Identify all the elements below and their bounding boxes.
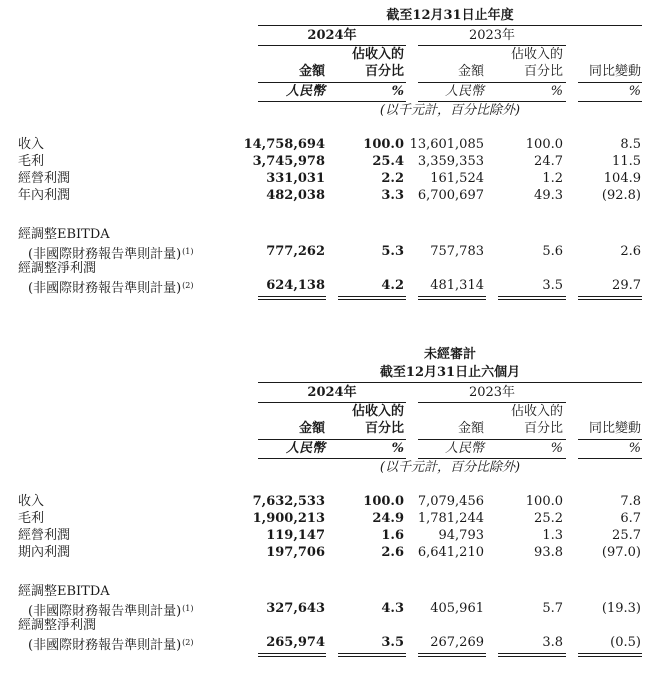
cur-amount-double-rule (258, 653, 326, 657)
cur-header-rule (258, 82, 406, 83)
row-cur-pct: 2.6 (381, 545, 404, 560)
row-cur-pct: 2.2 (381, 171, 404, 186)
pri-unit-rule (418, 101, 566, 102)
row-pri-amount: 94,793 (438, 528, 484, 543)
adjusted-cur-amount: 327,643 (266, 601, 325, 616)
yoy-double-rule (578, 296, 642, 300)
year-current-header: 2024年 (307, 28, 357, 43)
yoy-unit-pct: % (628, 84, 641, 99)
row-cur-pct: 3.3 (381, 188, 404, 203)
pri-pct-header-line1: 佔收入的 (510, 404, 563, 419)
pri-pct-header-line1: 佔收入的 (510, 47, 563, 62)
row-cur-amount: 119,147 (266, 528, 325, 543)
row-pri-pct: 93.8 (534, 545, 563, 560)
cur-pct-double-rule (338, 296, 406, 300)
row-pri-pct: 25.2 (534, 511, 563, 526)
units-note: (以千元計，百分比除外) (379, 460, 521, 475)
row-cur-pct: 25.4 (372, 154, 404, 169)
row-yoy: (92.8) (601, 188, 641, 203)
cur-pct-header-line2: 百分比 (364, 64, 404, 79)
row-cur-pct: 24.9 (372, 511, 404, 526)
cur-pct-header-line2: 百分比 (364, 421, 404, 436)
cur-unit-pct: % (391, 441, 404, 456)
row-yoy: 11.5 (612, 154, 641, 169)
adjusted-yoy: (19.3) (601, 601, 641, 616)
year-prior-header: 2023年 (468, 28, 516, 43)
row-pri-amount: 6,700,697 (417, 188, 484, 203)
cur-unit-rule (258, 101, 406, 102)
row-pri-amount: 3,359,353 (417, 154, 484, 169)
yoy-header: 同比變動 (588, 421, 641, 436)
cur-unit-rmb: 人民幣 (285, 441, 325, 456)
row-pri-amount: 7,079,456 (417, 494, 484, 509)
yoy-double-rule (578, 653, 642, 657)
adjusted-sublabel-text: (非國際財務報告準則計量) (28, 247, 182, 262)
adjusted-label: 經調整淨利潤 (18, 261, 97, 276)
adjusted-sublabel-text: (非國際財務報告準則計量) (28, 281, 182, 296)
row-label: 期內利潤 (18, 545, 71, 560)
cur-pct-double-rule (338, 653, 406, 657)
footnote-marker: (1) (182, 247, 194, 256)
adjusted-pri-amount: 481,314 (430, 278, 484, 293)
adjusted-sublabel-text: (非國際財務報告準則計量) (28, 638, 182, 653)
adjusted-label: 經調整EBITDA (18, 227, 110, 242)
cur-amount-double-rule (258, 296, 326, 300)
row-label: 經營利潤 (18, 528, 71, 543)
pri-pct-double-rule (498, 296, 566, 300)
cur-unit-rule (258, 458, 406, 459)
row-pri-pct: 1.3 (542, 528, 563, 543)
row-cur-amount: 7,632,533 (252, 494, 325, 509)
audit-header: 未經審計 (423, 347, 476, 362)
row-cur-amount: 1,900,213 (252, 511, 325, 526)
year-current-rule (258, 45, 406, 46)
pri-unit-pct: % (550, 84, 563, 99)
yoy-unit-pct: % (628, 441, 641, 456)
row-label: 毛利 (18, 511, 45, 526)
row-pri-amount: 6,641,210 (417, 545, 484, 560)
row-yoy: 8.5 (620, 137, 641, 152)
adjusted-pri-pct: 3.8 (542, 635, 563, 650)
row-yoy: 6.7 (620, 511, 641, 526)
cur-unit-pct: % (391, 84, 404, 99)
row-cur-pct: 1.6 (381, 528, 404, 543)
row-cur-pct: 100.0 (363, 494, 404, 509)
adjusted-cur-pct: 5.3 (381, 244, 404, 259)
pri-unit-rmb: 人民幣 (444, 84, 484, 99)
adjusted-label: 經調整EBITDA (18, 584, 110, 599)
row-label: 收入 (18, 494, 45, 509)
cur-pct-header-line1: 佔收入的 (351, 47, 404, 62)
period-header: 截至12月31日止六個月 (379, 365, 521, 380)
year-current-rule (258, 402, 406, 403)
pri-amount-double-rule (418, 296, 486, 300)
yoy-unit-rule (578, 101, 642, 102)
pri-unit-rmb: 人民幣 (444, 441, 484, 456)
adjusted-pri-amount: 405,961 (430, 601, 484, 616)
row-yoy: 104.9 (603, 171, 641, 186)
adjusted-cur-amount: 624,138 (266, 278, 325, 293)
row-label: 年內利潤 (18, 188, 71, 203)
adjusted-cur-amount: 777,262 (266, 244, 325, 259)
adjusted-pri-pct: 3.5 (542, 278, 563, 293)
row-yoy: (97.0) (601, 545, 641, 560)
adjusted-cur-amount: 265,974 (266, 635, 325, 650)
adjusted-label: 經調整淨利潤 (18, 618, 97, 633)
cur-header-rule (258, 439, 406, 440)
adjusted-pri-amount: 267,269 (430, 635, 484, 650)
row-pri-pct: 24.7 (534, 154, 563, 169)
year-prior-rule (418, 45, 566, 46)
cur-amount-header: 金額 (298, 64, 325, 79)
pri-unit-rule (418, 458, 566, 459)
pri-amount-header: 金額 (457, 64, 484, 79)
yoy-unit-rule (578, 458, 642, 459)
footnote-marker: (2) (182, 638, 194, 647)
row-cur-amount: 14,758,694 (243, 137, 325, 152)
row-pri-amount: 161,524 (430, 171, 484, 186)
row-pri-pct: 49.3 (534, 188, 563, 203)
row-cur-amount: 197,706 (266, 545, 325, 560)
year-prior-rule (418, 402, 566, 403)
cur-unit-rmb: 人民幣 (285, 84, 325, 99)
row-pri-pct: 1.2 (542, 171, 563, 186)
units-note: (以千元計，百分比除外) (379, 103, 521, 118)
adjusted-sublabel-text: (非國際財務報告準則計量) (28, 604, 182, 619)
adjusted-yoy: 29.7 (612, 278, 641, 293)
pri-unit-pct: % (550, 441, 563, 456)
adjusted-cur-pct: 4.2 (381, 278, 404, 293)
pri-header-rule (418, 439, 566, 440)
year-current-header: 2024年 (307, 385, 357, 400)
row-cur-amount: 3,745,978 (252, 154, 325, 169)
cur-pct-header-line1: 佔收入的 (351, 404, 404, 419)
pri-amount-header: 金額 (457, 421, 484, 436)
row-pri-pct: 100.0 (525, 137, 563, 152)
row-label: 收入 (18, 137, 45, 152)
row-cur-amount: 482,038 (266, 188, 325, 203)
adjusted-cur-pct: 4.3 (381, 601, 404, 616)
pri-amount-double-rule (418, 653, 486, 657)
period-header: 截至12月31日止年度 (386, 8, 514, 23)
yoy-header-rule (578, 439, 642, 440)
adjusted-pri-pct: 5.7 (542, 601, 563, 616)
row-label: 毛利 (18, 154, 45, 169)
row-pri-pct: 100.0 (525, 494, 563, 509)
footnote-marker: (2) (182, 281, 194, 290)
pri-pct-header-line2: 百分比 (523, 421, 563, 436)
adjusted-yoy: (0.5) (610, 635, 641, 650)
row-pri-amount: 13,601,085 (409, 137, 484, 152)
adjusted-cur-pct: 3.5 (381, 635, 404, 650)
yoy-header: 同比變動 (588, 64, 641, 79)
footnote-marker: (1) (182, 604, 194, 613)
row-label: 經營利潤 (18, 171, 71, 186)
pri-pct-double-rule (498, 653, 566, 657)
year-prior-header: 2023年 (468, 385, 516, 400)
cur-amount-header: 金額 (298, 421, 325, 436)
row-yoy: 25.7 (612, 528, 641, 543)
row-cur-amount: 331,031 (266, 171, 325, 186)
pri-pct-header-line2: 百分比 (523, 64, 563, 79)
adjusted-pri-amount: 757,783 (430, 244, 484, 259)
row-pri-amount: 1,781,244 (417, 511, 484, 526)
adjusted-yoy: 2.6 (620, 244, 641, 259)
period-header-rule (258, 25, 642, 26)
row-cur-pct: 100.0 (363, 137, 404, 152)
yoy-header-rule (578, 82, 642, 83)
adjusted-pri-pct: 5.6 (542, 244, 563, 259)
row-yoy: 7.8 (620, 494, 641, 509)
pri-header-rule (418, 82, 566, 83)
period-header-rule (258, 382, 642, 383)
